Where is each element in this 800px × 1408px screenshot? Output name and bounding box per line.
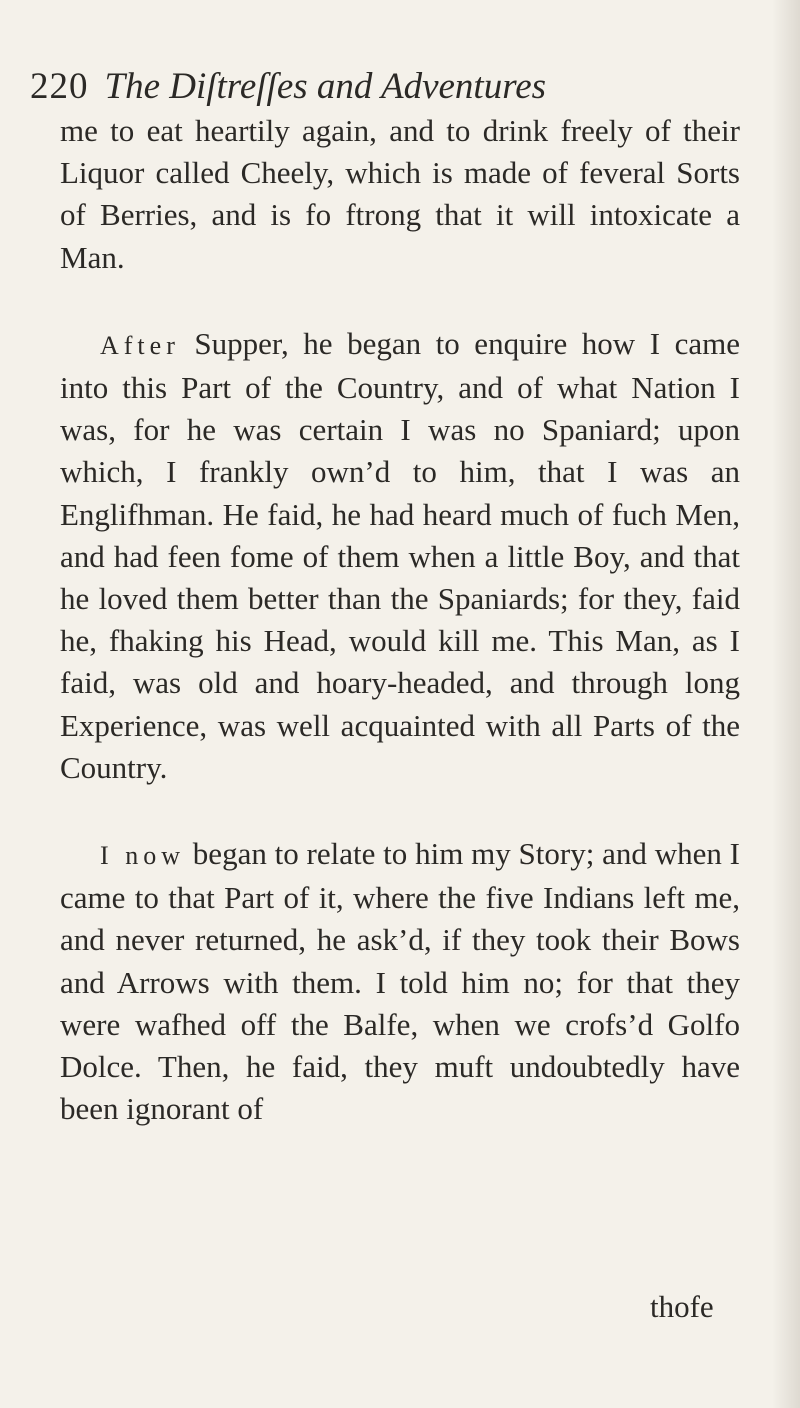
paragraph-1-text: me to eat heartily again, and to drink freely of their Liquor called Cheely, which is made of feveral Sorts of Berries, and is fo ftrong that it will intoxicate a Man.: [60, 113, 740, 275]
paragraph-2-text: Supper, he began to enquire how I came into this Part of the Country, and of what Nation I was, for he was certain I was no Spaniard; upon which, I frankly own’d to him, that I was an Englifhman. He faid, he had heard much of fuch Men, and had feen fome of them when a little Boy, and that he loved them better than the Spaniards; for they, faid he, fhaking his Head, would kill me. This Man, as I faid, was old and hoary-headed, and through long Experience, was well acquainted with all Parts of the Country.: [60, 325, 740, 785]
paragraph-3: [60, 833, 740, 1130]
paragraph-1: [60, 110, 740, 279]
paragraph-2-lead: After: [100, 330, 180, 360]
page-edge-shadow: [772, 0, 800, 1408]
running-header: [30, 62, 730, 112]
paragraph-3-text: began to relate to him my Story; and when I came to that Part of it, where the five Indians left me, and never returned, he ask’d, if they took their Bows and Arrows with them. I told him no; for that they were wafhed off the Balfe, when we crofs’d Golfo Dolce. Then, he faid, they muft undoubtedly have been ignorant of: [60, 836, 740, 1127]
paragraph-2: [60, 323, 740, 789]
body-text: [60, 110, 740, 1130]
page-number: 220: [30, 66, 89, 107]
catchword: thofe: [650, 1289, 714, 1324]
paragraph-3-lead: I now: [100, 841, 185, 871]
running-title: The Diſtreſſes and Adventures: [104, 66, 547, 107]
